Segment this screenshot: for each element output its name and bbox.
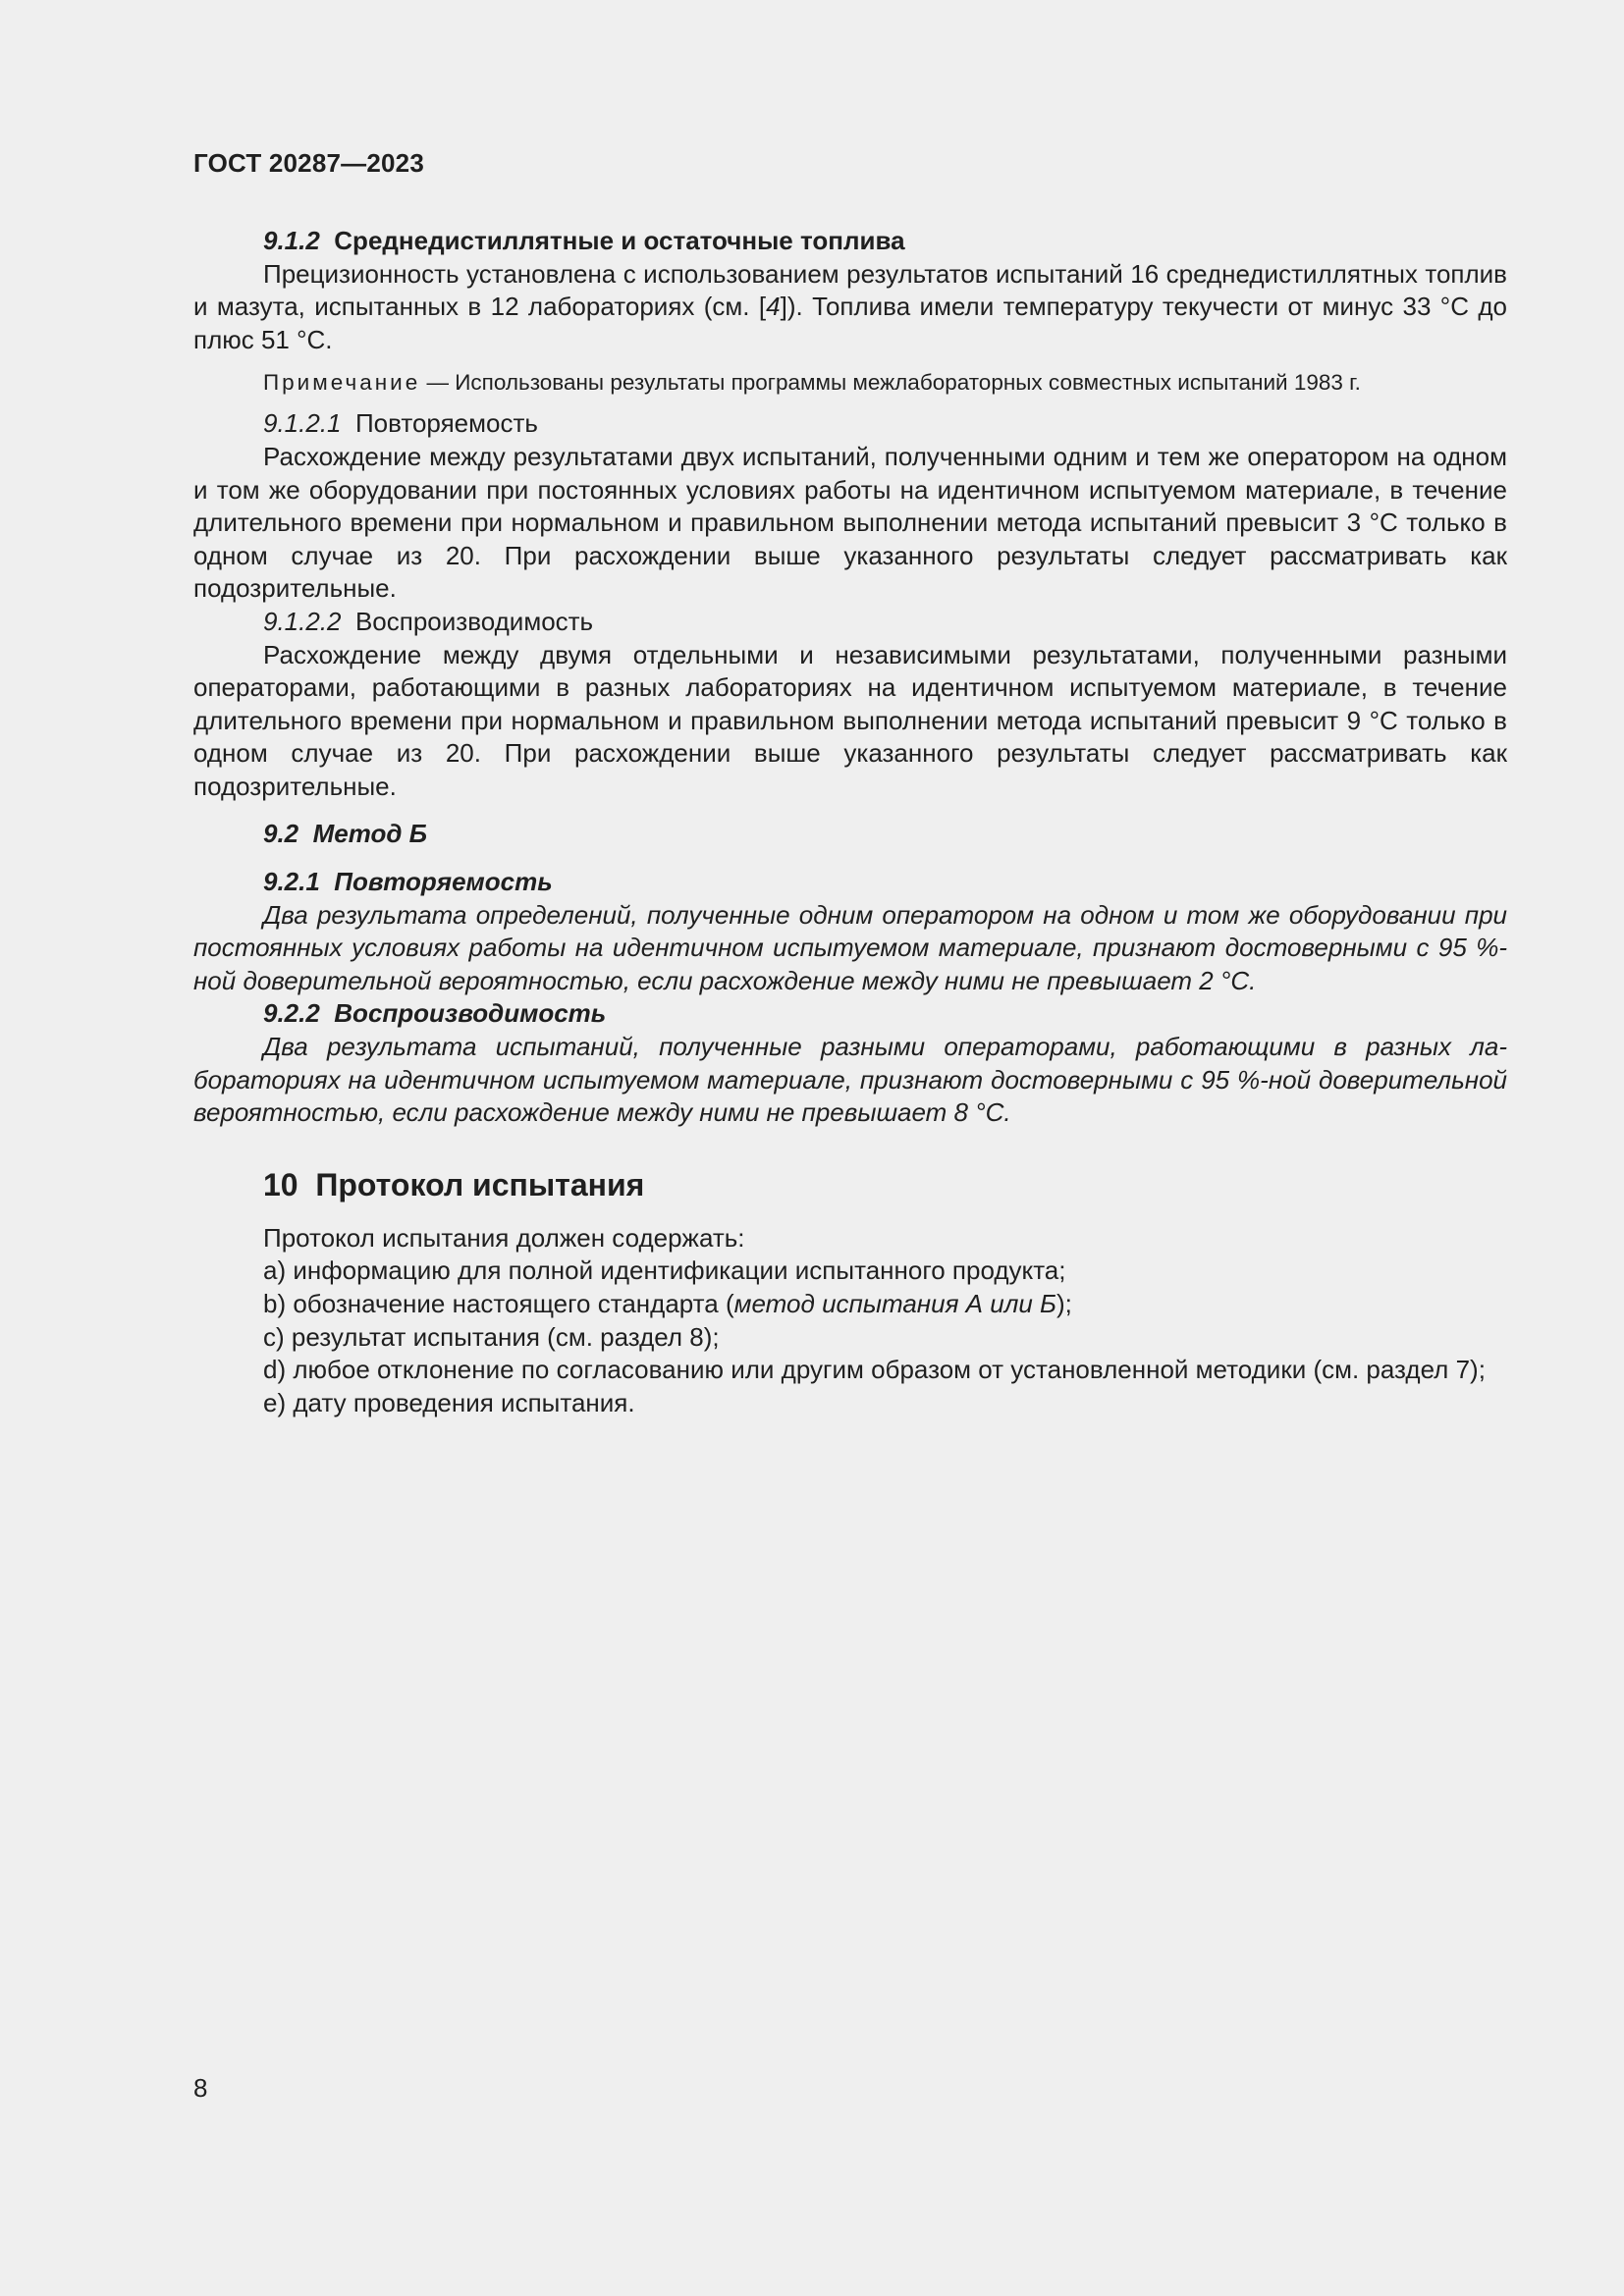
note-text: — Использованы результаты программы межлабораторных совместных испытаний 1983 г. <box>420 370 1361 396</box>
section-number: 10 <box>263 1166 298 1202</box>
note <box>193 368 1507 398</box>
section-title: Повторяемость <box>354 408 538 439</box>
document-header: ГОСТ 20287—2023 <box>193 148 424 178</box>
section-number: 9.1.2.1 <box>263 408 342 439</box>
section-title: Повторяемость <box>334 867 553 897</box>
paragraph: Два результата испытаний, полученные разными операторами, работающими в разных лабораториях на идентичном испытуемом материале, признают достоверными с 95 %-ной доверительной вероятностью, если расхождение между ними не превышает 8 °С. <box>193 1032 1507 1128</box>
page-number: 8 <box>193 2073 208 2103</box>
paragraph: Расхождение между двумя отдельными и независимыми результатами, полученными разными операторами, работающими в разных лабораториях на идентичном испытуемом материале, в течение длительного времени при нормальном и правильном выполнении метода испытаний превысит 9 °С только в одном случае из 20. При расхождении выше указанного результаты следует рассматривать как подозрительные. <box>193 639 1507 801</box>
section-9-2-2-heading <box>193 997 1507 1031</box>
section-9-1-2-heading <box>193 225 1507 258</box>
list-item: c) результат испытания (см. раздел 8); <box>263 1321 720 1352</box>
paragraph: Расхождение между результатами двух испытаний, полученными одним и тем же оператором на одном и том же оборудовании при постоянных условиях работы на идентичном испытуемом материале, в течение длительного времени при нормальном и правильном выполнении метода испытаний превысит 3 °С только в одном случае из 20. При расхождении выше указанного результаты следует рассматривать как подозрительные. <box>193 441 1507 604</box>
text-run: ); <box>1056 1289 1072 1319</box>
section-number: 9.1.2.2 <box>263 606 342 636</box>
section-number: 9.1.2 <box>263 226 320 255</box>
list-item: d) любое отклонение по согласованию или другим образом от установленной методики (см. раздел 7); <box>263 1355 1486 1385</box>
note-label: Примечание <box>263 370 421 396</box>
section-title: Метод Б <box>312 818 428 848</box>
paragraph: Два результата определений, полученные одним оператором на одном и том же оборудовании при постоянных условиях работы на идентичном испытуемом материале, признают достоверными с 95 %-ной доверительной вероятностью, если расхождение между ними не превышает 2 °С. <box>193 899 1507 995</box>
section-title: Протокол испытания <box>315 1166 645 1202</box>
section-9-1-2-2-heading <box>193 606 1507 639</box>
section-number: 9.2.1 <box>263 867 320 897</box>
section-title: Воспроизводимость <box>354 606 594 636</box>
paragraph: Протокол испытания должен содержать: <box>263 1222 745 1253</box>
document-body <box>193 225 1507 1419</box>
text-run: метод испытания А или Б <box>733 1289 1056 1319</box>
reference-number: 4 <box>766 292 781 322</box>
list-item: e) дату проведения испытания. <box>263 1387 635 1417</box>
section-10-heading <box>193 1165 1507 1204</box>
section-number: 9.2.2 <box>263 998 320 1029</box>
section-9-1-2-1-heading <box>193 407 1507 441</box>
paragraph <box>193 258 1507 357</box>
text-run: b) обозначение настоящего стандарта ( <box>263 1289 734 1319</box>
section-title: Среднедистиллятные и остаточные топлива <box>334 226 905 255</box>
list-item <box>193 1288 1507 1321</box>
section-9-2-1-heading <box>193 866 1507 899</box>
section-title: Воспроизводимость <box>334 998 607 1029</box>
text-run: Прецизионность установлена с использованием результатов испытаний 16 среднедистиллятных топлив и мазута, испытанных в 12 лабораториях (см. [ <box>193 258 1507 322</box>
section-number: 9.2 <box>263 818 299 848</box>
list-item: a) информацию для полной идентификации испытанного продукта; <box>263 1255 1066 1286</box>
text-run: ]). Топлива имели температуру текучести от минус 33 °С до плюс 51 °С. <box>193 292 1507 354</box>
section-9-2-heading <box>193 818 1507 851</box>
